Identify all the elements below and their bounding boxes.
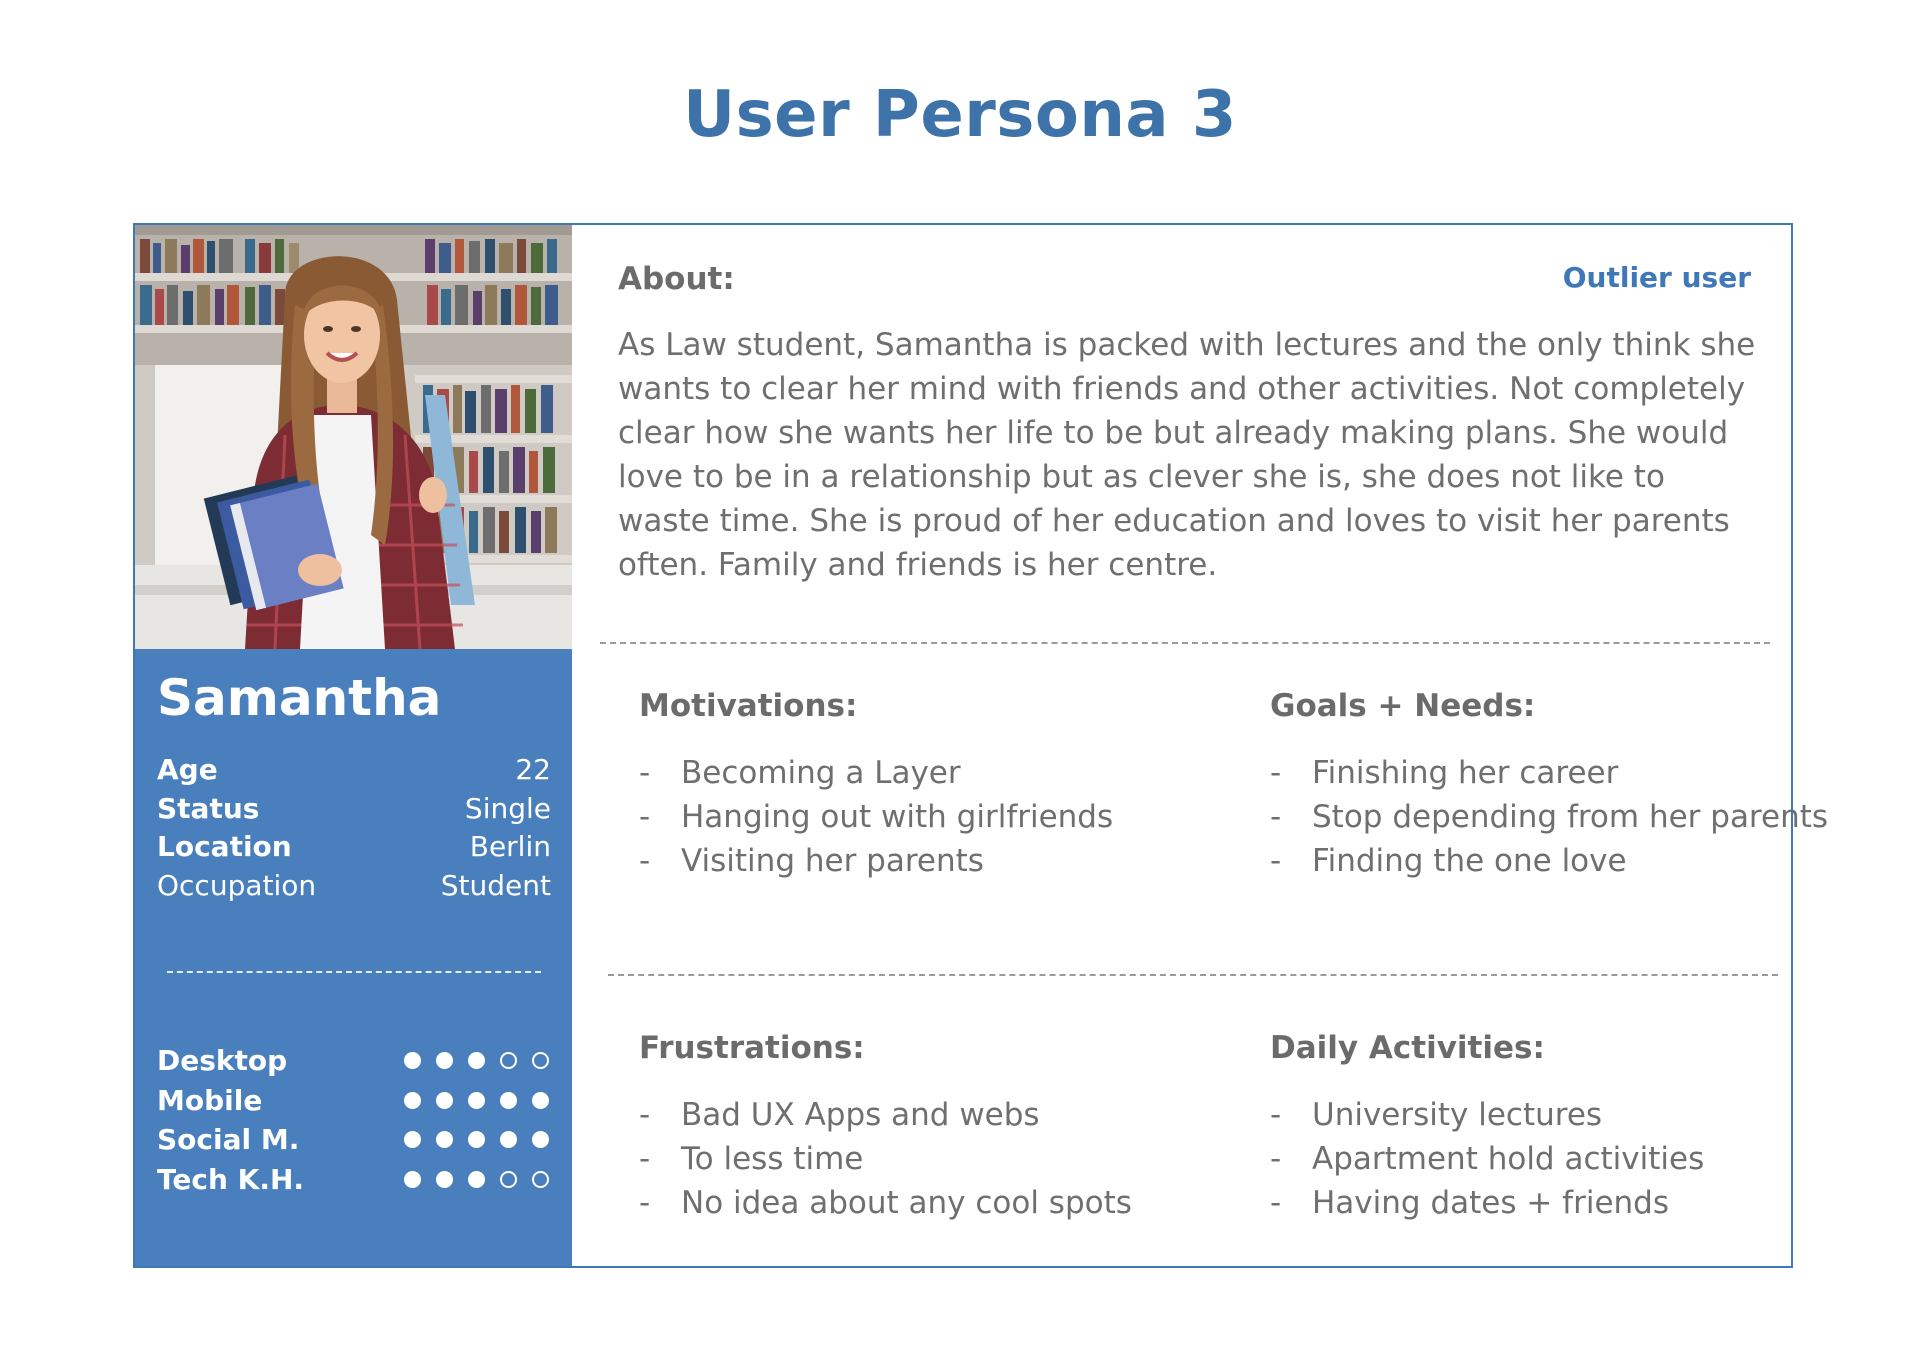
detail-label: Age [157,753,218,786]
frustrations-heading: Frustrations: [639,1030,865,1066]
list-item [1270,1093,1830,1137]
skill-label: Mobile [157,1083,263,1117]
rating-dot-empty [500,1052,517,1069]
rating-dot-filled [532,1092,549,1109]
rating-dots [404,1131,549,1148]
list-item-text: Stop depending from her parents [1312,799,1829,835]
bullet-dash: - [1270,755,1282,791]
rating-dot-filled [468,1052,485,1069]
rating-dot-filled [436,1171,453,1188]
skill-ratings [157,1041,551,1199]
detail-location [157,828,551,867]
list-item [639,839,1199,883]
frustrations-list [639,1093,1199,1225]
user-type-tag: Outlier user [1562,261,1751,294]
list-item [639,1093,1199,1137]
rating-dot-filled [468,1092,485,1109]
list-item [639,795,1199,839]
profile-details [157,751,551,905]
sidebar-divider [167,971,541,973]
bullet-dash: - [639,1185,651,1221]
list-item-text: Apartment hold activities [1312,1141,1705,1177]
goals-heading: Goals + Needs: [1270,688,1536,724]
bullet-dash: - [1270,843,1282,879]
detail-label: Occupation [157,868,317,902]
list-item-text: Hanging out with girlfriends [681,799,1114,835]
bullet-dash: - [639,1097,651,1133]
list-item-text: No idea about any cool spots [681,1185,1132,1221]
detail-label: Location [157,830,292,863]
list-item-text: To less time [681,1141,864,1177]
motivations-heading: Motivations: [639,688,858,724]
rating-dots [404,1092,549,1109]
motivations-list [639,751,1199,883]
section-divider [600,642,1770,644]
rating-dots [404,1171,549,1188]
persona-name: Samantha [157,669,442,727]
list-item [1270,1137,1830,1181]
rating-dot-filled [404,1171,421,1188]
rating-dot-filled [500,1092,517,1109]
list-item [639,1137,1199,1181]
rating-dot-filled [468,1171,485,1188]
detail-status [157,790,551,829]
bullet-dash: - [639,1141,651,1177]
persona-card [133,223,1829,1268]
list-item [1270,751,1830,795]
detail-label: Status [157,791,260,825]
detail-value: Student [440,868,551,902]
detail-value: Single [464,791,551,825]
activities-heading: Daily Activities: [1270,1030,1545,1066]
rating-dot-filled [468,1131,485,1148]
list-item [1270,1181,1830,1225]
rating-dots [404,1052,549,1069]
skill-desktop [157,1041,551,1081]
rating-dot-filled [436,1131,453,1148]
rating-dot-filled [404,1092,421,1109]
activities-list [1270,1093,1830,1225]
rating-dot-empty [500,1171,517,1188]
about-heading: About: [618,261,735,297]
skill-label: Tech K.H. [157,1162,305,1196]
detail-age [157,751,551,790]
list-item-text: Finding the one love [1312,843,1627,879]
rating-dot-filled [404,1052,421,1069]
list-item-text: Finishing her career [1312,755,1619,791]
rating-dot-empty [532,1052,549,1069]
rating-dot-empty [532,1171,549,1188]
rating-dot-filled [436,1092,453,1109]
skill-social-media [157,1120,551,1160]
bullet-dash: - [639,755,651,791]
detail-value: 22 [515,753,551,786]
bullet-dash: - [639,799,651,835]
rating-dot-filled [532,1131,549,1148]
page-title: User Persona 3 [683,78,1237,152]
bullet-dash: - [1270,1141,1282,1177]
rating-dot-filled [404,1131,421,1148]
goals-list [1270,751,1830,883]
profile-photo [135,225,572,649]
rating-dot-filled [500,1131,517,1148]
list-item [639,751,1199,795]
list-item [1270,839,1830,883]
rating-dot-filled [436,1052,453,1069]
detail-value: Berlin [469,830,551,863]
profile-sidebar [135,225,572,1266]
list-item [639,1181,1199,1225]
bullet-dash: - [1270,1185,1282,1221]
skill-mobile [157,1081,551,1121]
bullet-dash: - [1270,799,1282,835]
list-item-text: Becoming a Layer [681,755,961,791]
skill-label: Social M. [157,1123,300,1157]
section-divider [608,974,1778,976]
bullet-dash: - [1270,1097,1282,1133]
list-item-text: Having dates + friends [1312,1185,1669,1221]
list-item-text: Bad UX Apps and webs [681,1097,1040,1133]
bullet-dash: - [639,843,651,879]
list-item-text: University lectures [1312,1097,1603,1133]
about-text: As Law student, Samantha is packed with lectures and the only think she wants to clear her mind with friends and other activities. Not completely clear how she wants her life to be but already making plans. She would love to be in a relationship but as clever she is, she does not like to waste time. She is proud of her education and loves to visit her parents often. Family and friends is her centre. [618,327,1756,583]
list-item-text: Visiting her parents [681,843,984,879]
list-item [1270,795,1830,839]
skill-label: Desktop [157,1044,288,1078]
detail-occupation [157,867,551,906]
skill-tech-knowledge [157,1160,551,1200]
